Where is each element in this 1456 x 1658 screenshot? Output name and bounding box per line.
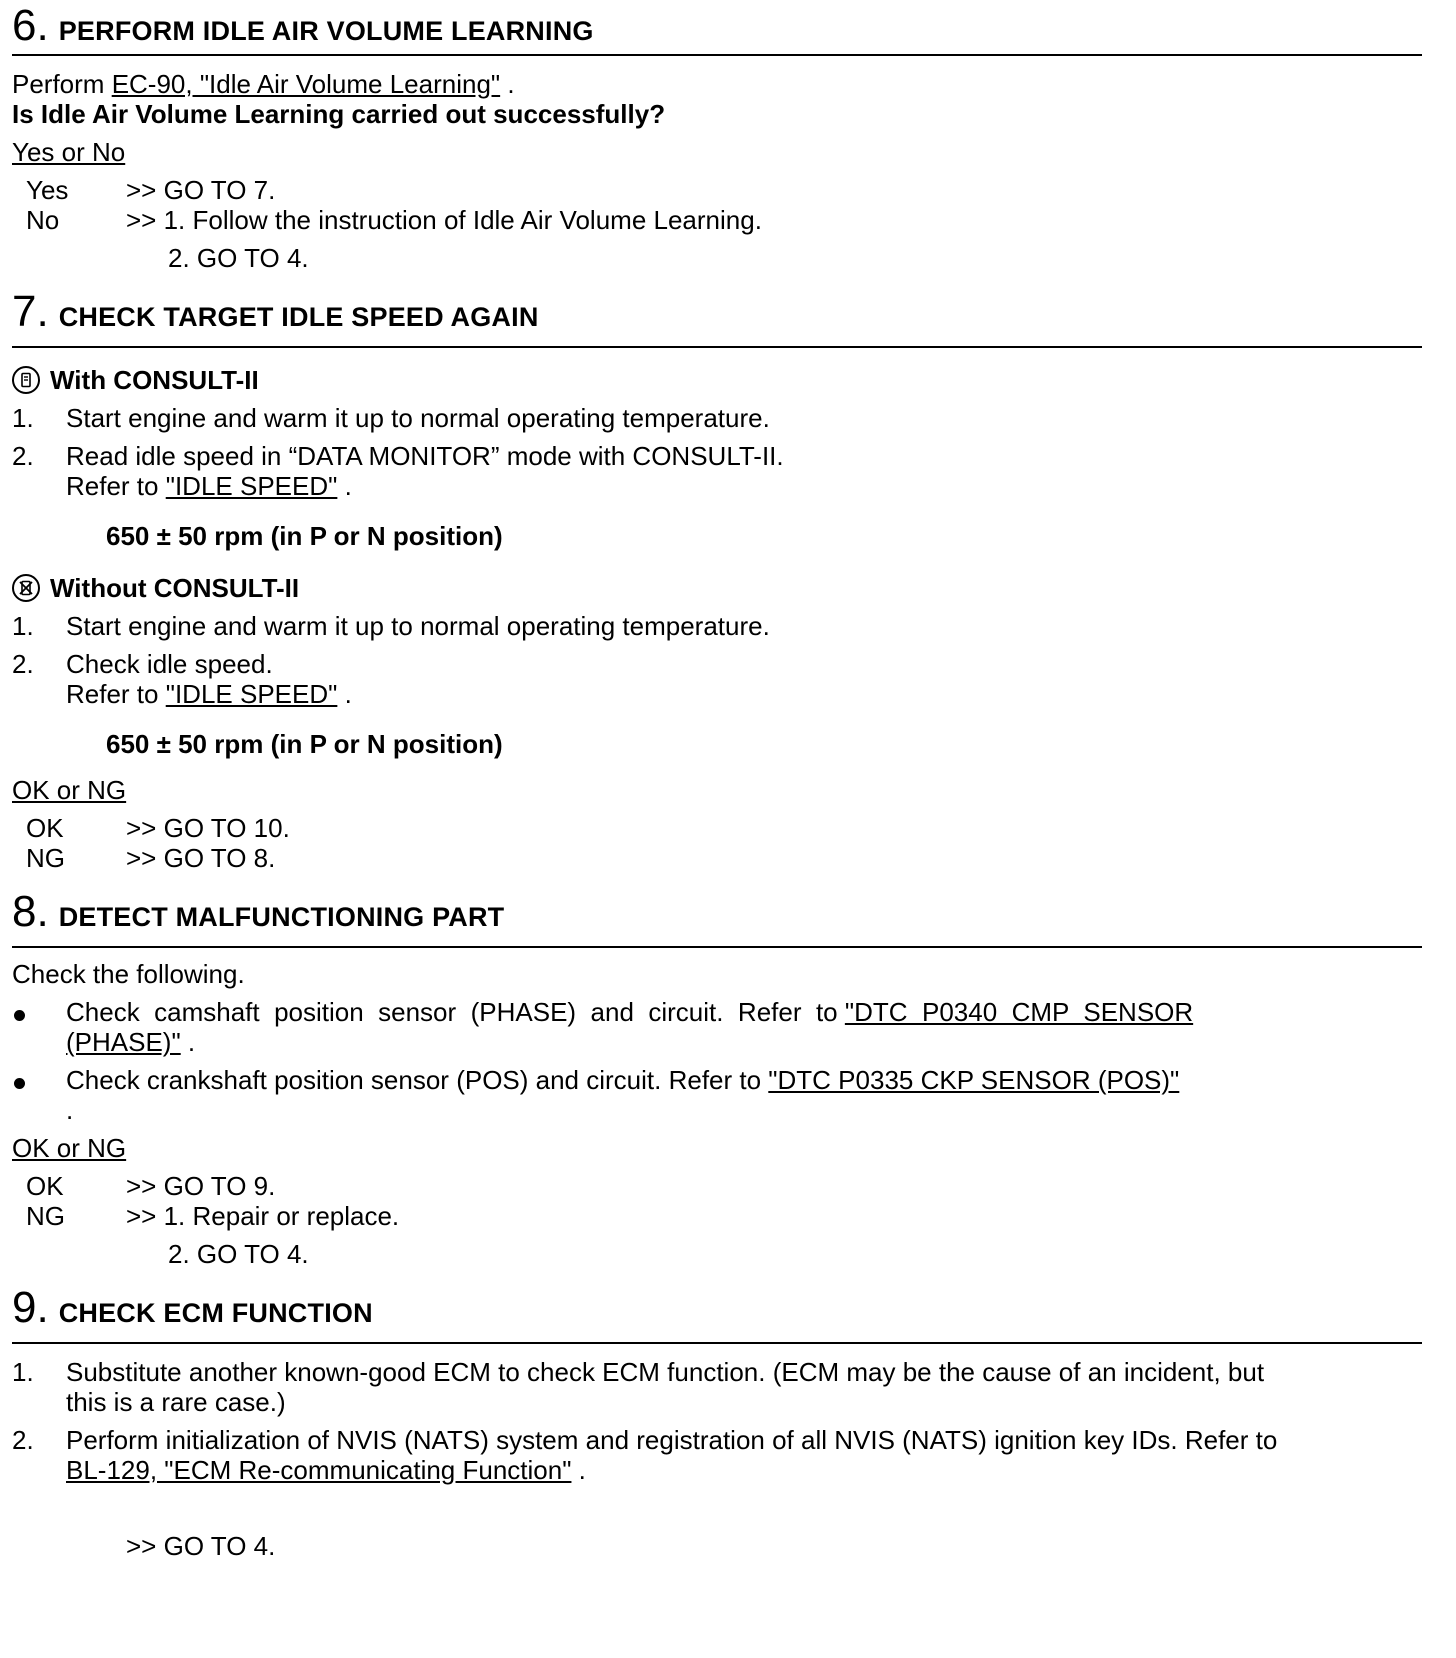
result-key: OK [26,1171,64,1201]
step-item-text: Read idle speed in “DATA MONITOR” mode with CONSULT-II. [66,441,784,471]
step-number: 6. [12,1,49,50]
step-item-text-continuation [66,1454,586,1486]
step-7-header [12,288,539,336]
refer-prefix: Refer to [66,471,166,501]
with-consult-header: With CONSULT-II [50,365,259,395]
step-6-header [12,2,594,50]
result-key: NG [26,1201,65,1231]
step-item-number: 2. [12,441,34,471]
bullet [14,1010,25,1021]
idle-air-volume-learning-link[interactable]: EC-90, "Idle Air Volume Learning" [111,69,501,99]
step-item-text: Start engine and warm it up to normal operating temperature. [66,611,770,641]
result-subvalue: 2. GO TO 4. [168,1239,309,1269]
step-item-number: 1. [12,611,34,641]
result-value: >> GO TO 8. [126,843,276,873]
answer-label: Yes or No [12,137,126,167]
idle-speed-spec: 650 ± 50 rpm (in P or N position) [106,729,503,759]
bullet-suffix: . [180,1027,196,1057]
link-suffix: . [571,1455,586,1485]
refer-suffix: . [337,679,352,709]
bullet-line [66,1064,1179,1096]
result-value: >> 1. Repair or replace. [126,1201,400,1231]
result-value: >> GO TO 9. [126,1171,276,1201]
result-key: NG [26,843,65,873]
step-item-text: Start engine and warm it up to normal operating temperature. [66,403,770,433]
step-title: DETECT MALFUNCTIONING PART [58,902,505,932]
idle-speed-link[interactable]: "IDLE SPEED" [165,679,338,709]
bullet-suffix: . [66,1095,74,1125]
step-item-text-continuation: this is a rare case.) [66,1387,286,1417]
step-title: CHECK TARGET IDLE SPEED AGAIN [58,302,539,332]
idle-speed-link[interactable]: "IDLE SPEED" [165,471,338,501]
result-subvalue: 2. GO TO 4. [168,243,309,273]
step-item-number: 1. [12,1357,34,1387]
bullet-text: Check camshaft position sensor (PHASE) and circuit. Refer to [66,997,845,1027]
step-item-text: Check idle speed. [66,649,273,679]
perform-prefix: Perform [12,69,112,99]
dtc-p0340-link[interactable]: "DTC P0340 CMP SENSOR [844,997,1194,1027]
bullet [14,1078,25,1089]
consult-ii-icon [12,366,40,394]
bullet-text: Check crankshaft position sensor (POS) and circuit. Refer to [66,1065,769,1095]
section-divider [12,54,1422,56]
step-9-header [12,1284,373,1332]
refer-suffix: . [337,471,352,501]
step-number: 8. [12,887,49,936]
result-key: No [26,205,60,235]
step-number: 9. [12,1283,49,1332]
perform-line [12,68,515,100]
step-title: PERFORM IDLE AIR VOLUME LEARNING [58,16,594,46]
section-divider [12,346,1422,348]
step-item-number: 2. [12,1425,34,1455]
result-value: >> 1. Follow the instruction of Idle Air Volume Learning. [126,205,762,235]
bullet-line-continuation [66,1026,195,1058]
step-8-header [12,888,504,936]
result-value: >> GO TO 10. [126,813,290,843]
section-divider [12,946,1422,948]
result-value: >> GO TO 7. [126,175,276,205]
step-item-text: Perform initialization of NVIS (NATS) system and registration of all NVIS (NATS) ignition key IDs. Refer to [66,1425,1278,1455]
without-consult-header: Without CONSULT-II [50,573,300,603]
step-item-text: Substitute another known-good ECM to check ECM function. (ECM may be the cause of an incident, but [66,1357,1265,1387]
question: Is Idle Air Volume Learning carried out successfully? [12,99,666,129]
section-divider [12,1342,1422,1344]
refer-line [66,470,352,502]
result-key: OK [26,813,64,843]
check-intro: Check the following. [12,959,245,989]
result-key: Yes [26,175,69,205]
answer-label: OK or NG [12,1133,127,1163]
step-number: 7. [12,287,49,336]
ecm-recommunicating-link[interactable]: BL-129, "ECM Re-communicating Function" [66,1455,572,1485]
result-value: >> GO TO 4. [126,1531,276,1561]
step-item-number: 1. [12,403,34,433]
idle-speed-spec: 650 ± 50 rpm (in P or N position) [106,521,503,551]
dtc-p0335-link[interactable]: "DTC P0335 CKP SENSOR (POS)" [768,1065,1180,1095]
step-item-number: 2. [12,649,34,679]
bullet-line [66,996,1193,1028]
refer-line [66,678,352,710]
step-title: CHECK ECM FUNCTION [58,1298,373,1328]
perform-suffix: . [500,69,515,99]
answer-label: OK or NG [12,775,127,805]
no-consult-ii-icon [12,574,40,602]
refer-prefix: Refer to [66,679,166,709]
dtc-p0340-link-continuation[interactable]: (PHASE)" [66,1027,181,1057]
